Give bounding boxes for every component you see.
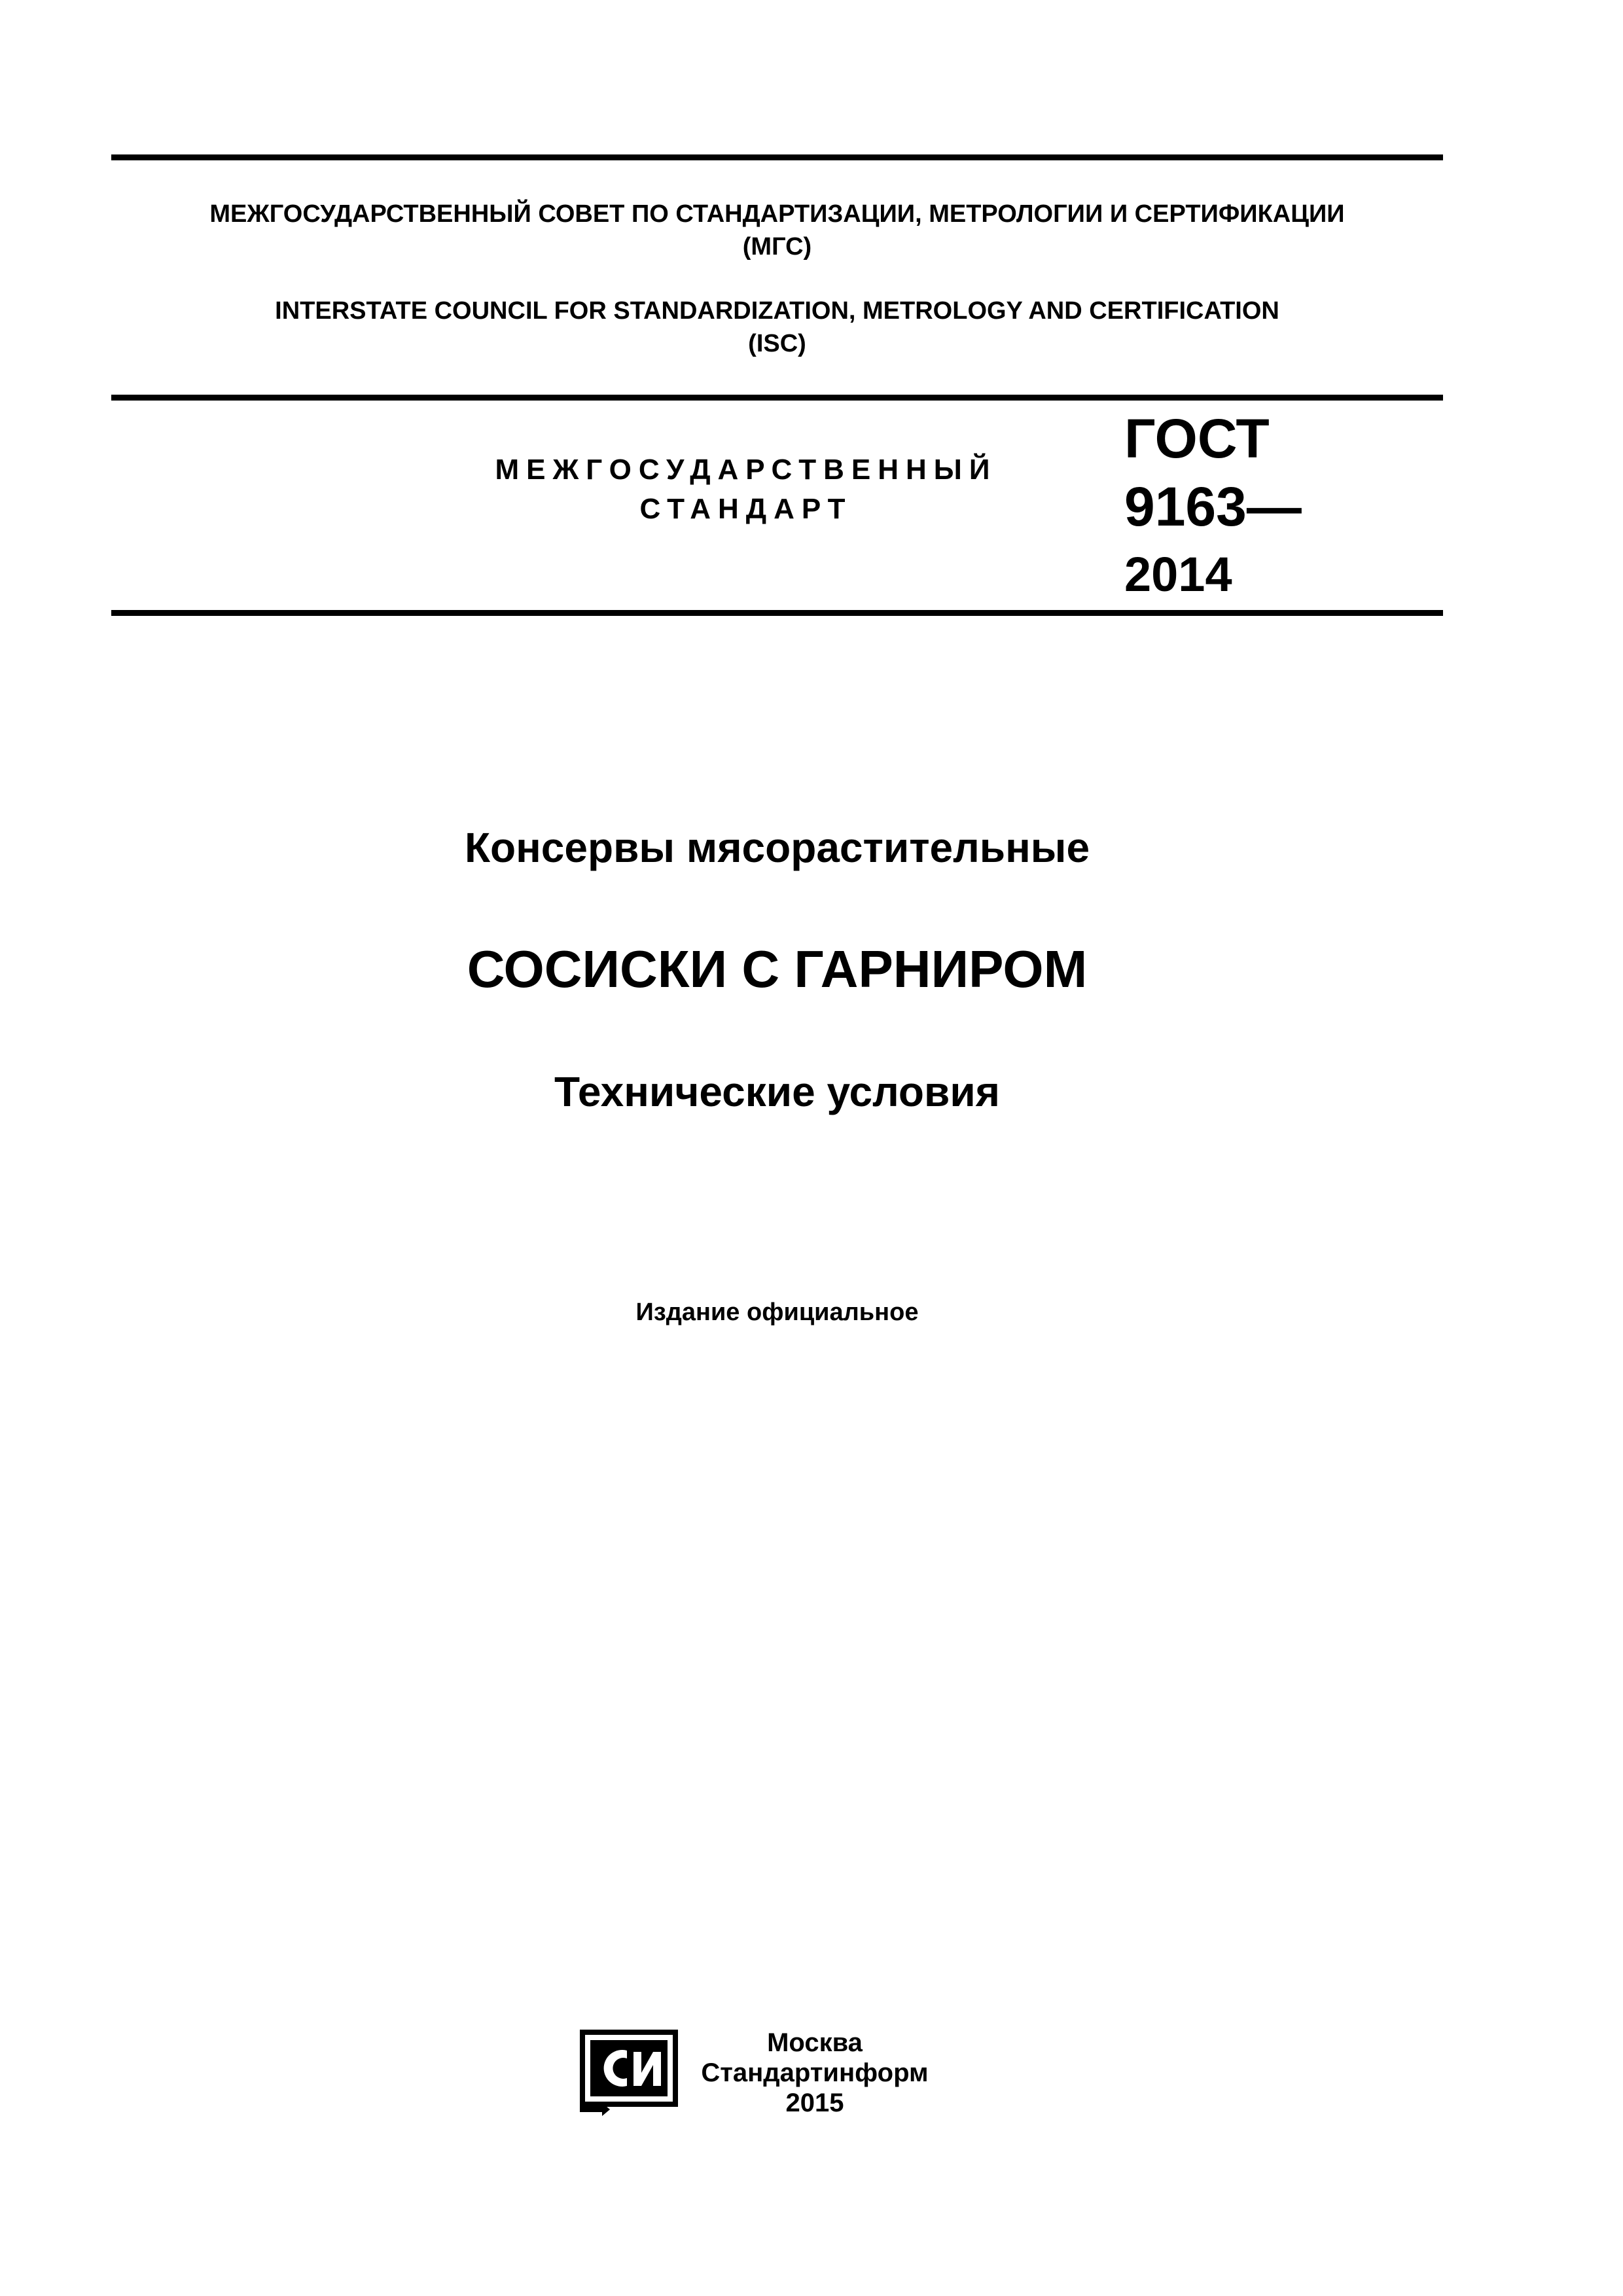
publication-year: 2015 [785, 2089, 844, 2117]
bottom-divider [111, 610, 1443, 616]
gost-designation [1124, 404, 1302, 609]
document-subtitle: Технические условия [554, 1068, 1001, 1115]
council-name-ru-line1: МЕЖГОСУДАРСТВЕННЫЙ СОВЕТ ПО СТАНДАРТИЗАЦИИ, МЕТРОЛОГИИ И СЕРТИФИКАЦИИ [209, 200, 1345, 228]
edition-note: Издание официальное [635, 1299, 919, 1326]
document-category-title: Консервы мясорастительные [464, 824, 1090, 871]
gost-year: 2014 [1124, 547, 1232, 601]
council-abbr-en: (ISC) [748, 330, 806, 357]
council-abbr-ru: (МГС) [742, 233, 812, 260]
publisher-name: Стандартинформ [701, 2058, 929, 2087]
middle-divider [111, 395, 1443, 401]
publisher-block [697, 2028, 933, 2118]
document-main-title: СОСИСКИ С ГАРНИРОМ [467, 940, 1088, 998]
council-name-en [111, 295, 1443, 360]
standard-type-line2: СТАНДАРТ [639, 493, 853, 525]
publisher-city: Москва [767, 2028, 863, 2057]
council-name-en-line1: INTERSTATE COUNCIL FOR STANDARDIZATION, METROLOGY AND CERTIFICATION [275, 297, 1279, 325]
standard-type-line1: МЕЖГОСУДАРСТВЕННЫЙ [495, 454, 997, 486]
standard-type-label [419, 450, 1073, 529]
gost-prefix: ГОСТ [1124, 408, 1270, 469]
gost-number: 9163— [1124, 476, 1302, 537]
council-name-ru [111, 198, 1443, 263]
top-divider [111, 154, 1443, 160]
standartinform-logo-icon [576, 2026, 686, 2116]
